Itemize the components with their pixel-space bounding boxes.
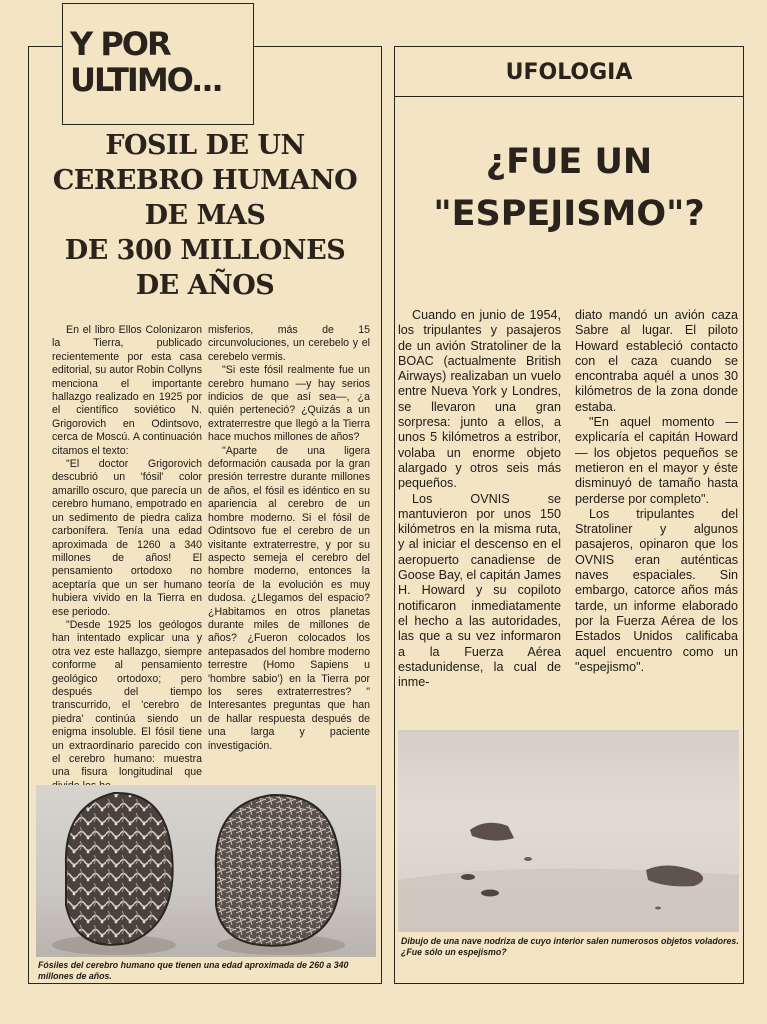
left-headline (30, 128, 380, 303)
right-headline (394, 136, 744, 240)
ufo-drawing-caption: Dibujo de una nave nodriza de cuyo interior salen numerosos objetos voladores. ¿Fue sólo un espejismo? (401, 936, 739, 957)
paragraph: "Aparte de una ligera deformación causada por la gran presión terrestre durante millones de años, el fósil es idéntico en su apariencia al cerebro de un hombre moderno. Si el fósil de Odintsovo fue el cerebro de un visitante extraterrestre, y por su aspecto semeja el cerebro del hombre moderno, entonces la teoría de la evolución es muy dudosa. ¿Llegamos del espacio? ¿Habitamos en otros planetas durante miles de millones de años? ¿Fueron colocados los antepasados del hombre moderno terrestre (Homo Sapiens u 'hombre sabio') en la Tierra por los seres extraterrestres? " Interesantes preguntas que han de hallar respuesta después de una larga y paciente investigación. (208, 444, 370, 752)
paragraph: misferios, más de 15 circunvoluciones, un cerebelo y el cerebelo vermis. (208, 324, 370, 363)
headline-line: CEREBRO HUMANO (52, 165, 358, 196)
fossil-brains-illustration (36, 785, 376, 957)
headline-line: FOSIL DE UN (105, 130, 305, 161)
headline-line: "ESPEJISMO"? (433, 194, 705, 234)
ufo-drawing (398, 730, 739, 932)
right-article-column-1 (398, 308, 561, 690)
left-article-column-2 (208, 324, 370, 753)
left-article-column-1 (52, 324, 202, 793)
paragraph: Cuando en junio de 1954, los tripulantes y pasajeros de un avión Stratoliner de la BOAC (actualmente British Airways) realizaban un vuelo entre Nueva York y Londres, se llevaron una gran sorpresa: junto a ellos, a unos 5 kilómetros a estribor, volaba un enorme objeto alargado y otros seis más pequeños. (398, 308, 561, 491)
paragraph: Los tripulantes del Stratoliner y algunos pasajeros, opinaron que los OVNIS eran auténticas naves espaciales. Sin embargo, catorce años más tarde, un informe elaborado por la Fuerza Aérea de los Estados Unidos calificaba aquel encuentro como un "espejismo". (575, 506, 738, 674)
fossil-photo-caption: Fósiles del cerebro humano que tienen una edad aproximada de 260 a 340 millones de años. (38, 960, 349, 981)
headline-line: ¿FUE UN (485, 142, 653, 182)
fossil-photo (36, 785, 376, 957)
mothership-illustration (398, 730, 739, 932)
headline-line: DE 300 MILLONES (64, 235, 346, 266)
paragraph: "Desde 1925 los geólogos han intentado explicar una y otra vez este hallazgo, siempre conforme al pensamiento geológico ortodoxo; pero después del tiempo transcurrido, el 'cerebro de piedra' continúa siendo un enigma insoluble. El fósil tiene un extraordinario parecido con el cerebro humano: muestra una fisura longitudinal que (52, 618, 202, 779)
paragraph: "El doctor Grigorovich descubrió un 'fósil' color amarillo oscuro, que parecía un cerebro humano, empotrado en un sedimento de piedra caliza carbonífera. Tenía una edad aproximada de 1260 a 340 millones de años! El pensamiento ortodoxo no aceptaría que un ser humano hubiera vivido en la Tierra en ese periodo. (52, 458, 202, 618)
section-tag-line: Y POR (70, 25, 170, 63)
paragraph: diato mandó un avión caza Sabre al lugar. El piloto Howard estableció contacto con el caza cuando se encontraba aquél a unos 30 kilómetros de la zona donde estaba. (575, 308, 738, 414)
section-title: UFOLOGIA (505, 60, 633, 85)
paragraph: En el libro Ellos Colonizaron la Tierra, publicado recientemente por esta casa editorial, su autor Robin Collyns menciona el importante hallazgo realizado en 1925 por el científico soviético N. Grigorovich en Odintsovo, cerca de Moscú. A continuación citamos el texto: (52, 324, 202, 457)
headline-line: DE AÑOS (135, 270, 275, 301)
section-tag-line: ULTIMO... (70, 61, 222, 99)
headline-line: DE MAS (144, 200, 266, 231)
paragraph: "En aquel momento —explicaría el capitán Howard— los objetos pequeños se metieron en el mayor y éste disminuyó de tamaño hasta perderse por completo". (575, 415, 738, 506)
paragraph: "Si este fósil realmente fue un cerebro humano —y hay serios indicios de que así sea—, ¿a quién perteneció? ¿Quizás a un extraterrestre que llegó a la Tierra hace muchos millones de años? (208, 364, 370, 444)
right-article-column-2 (575, 308, 738, 675)
section-tag (62, 3, 254, 125)
section-divider (394, 96, 744, 97)
paragraph: Los OVNIS se mantuvieron por unos 150 kilómetros en la misma ruta, y al iniciar el descenso en el aeropuerto canadiense de Goose Bay, el capitán James H. Howard y su copiloto notificaron inmediatamente el hecho a las autoridades, las que a su vez informaron a la Fuerza Aérea estadunidense, la cual de inme- (398, 491, 561, 690)
